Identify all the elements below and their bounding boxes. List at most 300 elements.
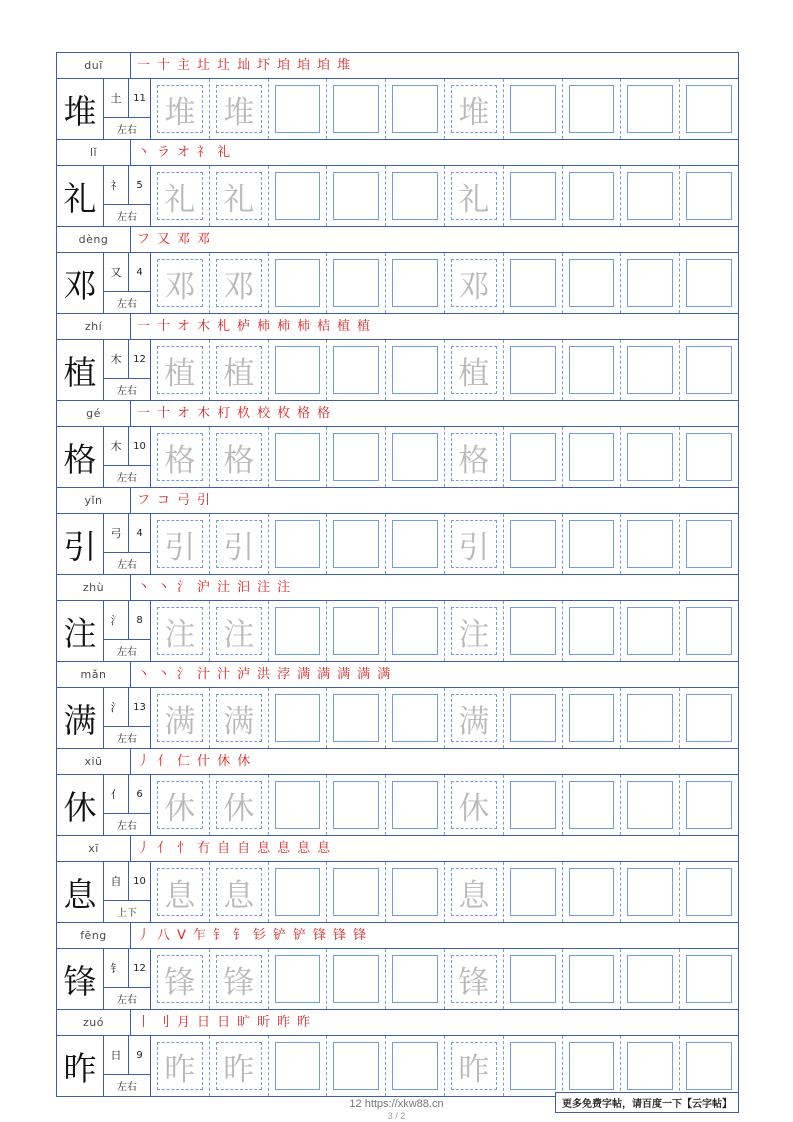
- practice-box[interactable]: [386, 166, 445, 226]
- practice-box[interactable]: [210, 862, 269, 922]
- practice-box[interactable]: [269, 862, 328, 922]
- writing-line: [57, 949, 738, 1009]
- pinyin-label: gé: [57, 401, 131, 426]
- stroke-step: オ: [177, 319, 191, 334]
- stroke-step: 汢: [217, 580, 231, 595]
- practice-box[interactable]: [445, 775, 504, 835]
- stroke-step: 又: [157, 232, 171, 247]
- ghost-character: 格: [223, 442, 255, 479]
- stroke-step: 八: [157, 928, 171, 943]
- ghost-character: 满: [164, 703, 196, 740]
- ghost-character: 息: [458, 877, 490, 914]
- practice-box[interactable]: [327, 79, 386, 139]
- practice-box[interactable]: [680, 1036, 738, 1096]
- pinyin-label: zhí: [57, 314, 131, 339]
- practice-box[interactable]: [563, 253, 622, 313]
- practice-box[interactable]: [386, 949, 445, 1009]
- practice-box[interactable]: [445, 862, 504, 922]
- character-info: [104, 949, 151, 1009]
- pinyin-label: xiū: [57, 749, 131, 774]
- practice-box[interactable]: [504, 166, 563, 226]
- stroke-order-strip: [57, 836, 738, 862]
- radical-label: 木: [104, 340, 129, 378]
- ghost-character: 植: [164, 355, 196, 392]
- stroke-step: 铲: [293, 928, 307, 943]
- radical-label: 土: [104, 79, 129, 117]
- stroke-step: 自: [217, 841, 231, 856]
- stroke-step: 汁: [217, 667, 231, 682]
- practice-box[interactable]: [269, 427, 328, 487]
- stroke-step: ᐯ: [177, 928, 186, 943]
- stroke-step: 柿: [257, 319, 271, 334]
- ghost-character: 格: [458, 442, 490, 479]
- stroke-step: 礻: [197, 145, 211, 160]
- stroke-step: 锋: [353, 928, 367, 943]
- stroke-step: オ: [177, 145, 191, 160]
- practice-box[interactable]: [327, 775, 386, 835]
- practice-box[interactable]: [386, 253, 445, 313]
- stroke-count-label: 10: [133, 440, 146, 452]
- practice-row: [57, 1010, 738, 1096]
- practice-box[interactable]: [151, 340, 210, 400]
- practice-box[interactable]: [621, 862, 680, 922]
- stroke-step: 桔: [317, 319, 331, 334]
- practice-box[interactable]: [151, 79, 210, 139]
- ghost-character: 锋: [223, 964, 255, 1001]
- practice-box[interactable]: [210, 253, 269, 313]
- practice-box[interactable]: [269, 949, 328, 1009]
- stroke-step: 亻: [157, 841, 171, 856]
- stroke-step: 垍: [297, 58, 311, 73]
- stroke-step: 铲: [273, 928, 287, 943]
- practice-box[interactable]: [151, 601, 210, 661]
- practice-box[interactable]: [210, 427, 269, 487]
- practice-box[interactable]: [269, 340, 328, 400]
- practice-box[interactable]: [445, 427, 504, 487]
- practice-box[interactable]: [445, 340, 504, 400]
- stroke-order-strip: [57, 140, 738, 166]
- character-info-top: [104, 514, 150, 553]
- ghost-character: 昨: [164, 1051, 196, 1088]
- stroke-step: 丶: [157, 667, 171, 682]
- practice-box[interactable]: [504, 79, 563, 139]
- stroke-step: 邓: [177, 232, 191, 247]
- stroke-step: 满: [297, 667, 311, 682]
- stroke-step: 朾: [217, 406, 231, 421]
- ghost-character: 堆: [458, 94, 490, 131]
- stroke-step: 弓: [177, 493, 191, 508]
- stroke-sequence: [131, 575, 738, 600]
- practice-box[interactable]: [210, 949, 269, 1009]
- practice-row: [57, 140, 738, 227]
- ghost-character: 植: [458, 355, 490, 392]
- character-info: [104, 601, 151, 661]
- stroke-step: 日: [217, 1015, 231, 1030]
- practice-box[interactable]: [210, 688, 269, 748]
- practice-box[interactable]: [269, 166, 328, 226]
- practice-box[interactable]: [563, 79, 622, 139]
- practice-box[interactable]: [269, 775, 328, 835]
- writing-line: [57, 427, 738, 487]
- practice-row: [57, 314, 738, 401]
- stroke-step: 十: [157, 58, 171, 73]
- practice-box[interactable]: [210, 514, 269, 574]
- practice-box[interactable]: [386, 427, 445, 487]
- practice-box[interactable]: [680, 688, 738, 748]
- writing-line: [57, 340, 738, 400]
- stroke-step: 丿: [137, 841, 151, 856]
- practice-box[interactable]: [210, 340, 269, 400]
- practice-grid: [151, 1036, 738, 1096]
- practice-box[interactable]: [504, 427, 563, 487]
- structure-label: 左右: [117, 1082, 137, 1093]
- ghost-character: 堆: [164, 94, 196, 131]
- ghost-character: 昨: [223, 1051, 255, 1088]
- stroke-count-label: 12: [133, 962, 146, 974]
- pinyin-label: zhù: [57, 575, 131, 600]
- character-info-top: [104, 166, 150, 205]
- practice-box[interactable]: [445, 253, 504, 313]
- practice-box[interactable]: [680, 253, 738, 313]
- model-character: 昨: [57, 1036, 104, 1096]
- practice-box[interactable]: [210, 79, 269, 139]
- practice-box[interactable]: [151, 427, 210, 487]
- stroke-step: 自: [237, 841, 251, 856]
- practice-box[interactable]: [445, 166, 504, 226]
- practice-box[interactable]: [563, 166, 622, 226]
- practice-box[interactable]: [504, 514, 563, 574]
- practice-box[interactable]: [327, 340, 386, 400]
- practice-box[interactable]: [210, 601, 269, 661]
- practice-box[interactable]: [386, 514, 445, 574]
- practice-box[interactable]: [327, 601, 386, 661]
- practice-grid: [151, 601, 738, 661]
- practice-box[interactable]: [621, 949, 680, 1009]
- practice-box[interactable]: [327, 427, 386, 487]
- radical-label: 又: [104, 253, 129, 291]
- practice-box[interactable]: [445, 1036, 504, 1096]
- stroke-step: 丨: [137, 1015, 151, 1030]
- practice-box[interactable]: [269, 601, 328, 661]
- model-character: 礼: [57, 166, 104, 226]
- practice-box[interactable]: [680, 340, 738, 400]
- practice-box[interactable]: [563, 949, 622, 1009]
- practice-box[interactable]: [151, 775, 210, 835]
- practice-row: [57, 227, 738, 314]
- practice-grid: [151, 688, 738, 748]
- practice-box[interactable]: [210, 1036, 269, 1096]
- character-info-top: [104, 949, 150, 988]
- structure-label: 左右: [117, 125, 137, 136]
- stroke-step: 丿: [137, 928, 151, 943]
- character-info-top: [104, 427, 150, 466]
- stroke-step: 什: [197, 754, 211, 769]
- ghost-character: 休: [164, 790, 196, 827]
- practice-box[interactable]: [680, 862, 738, 922]
- practice-box[interactable]: [504, 688, 563, 748]
- character-practice-sheet: [56, 52, 739, 1097]
- practice-box[interactable]: [151, 949, 210, 1009]
- practice-box[interactable]: [386, 79, 445, 139]
- stroke-step: 昨: [297, 1015, 311, 1030]
- practice-grid: [151, 79, 738, 139]
- ghost-character: 满: [458, 703, 490, 740]
- stroke-step: 圵: [217, 58, 231, 73]
- practice-box[interactable]: [269, 514, 328, 574]
- stroke-step: 钅: [212, 928, 226, 943]
- stroke-step: 休: [217, 754, 231, 769]
- stroke-step: 一: [137, 58, 151, 73]
- pinyin-label: duī: [57, 53, 131, 78]
- stroke-step: 圸: [237, 58, 251, 73]
- practice-box[interactable]: [563, 1036, 622, 1096]
- stroke-step: 邓: [197, 232, 211, 247]
- stroke-step: 礼: [217, 145, 231, 160]
- stroke-step: 注: [277, 580, 291, 595]
- stroke-step: 忄: [177, 841, 191, 856]
- practice-box[interactable]: [445, 514, 504, 574]
- stroke-step: 满: [357, 667, 371, 682]
- character-info-top: [104, 340, 150, 379]
- structure-label: 左右: [117, 386, 137, 397]
- stroke-step: 休: [237, 754, 251, 769]
- stroke-sequence: [131, 1010, 738, 1035]
- stroke-count-label: 12: [133, 353, 146, 365]
- practice-box[interactable]: [621, 166, 680, 226]
- stroke-step: 乍: [192, 928, 206, 943]
- practice-box[interactable]: [327, 862, 386, 922]
- practice-box[interactable]: [504, 775, 563, 835]
- practice-box[interactable]: [680, 775, 738, 835]
- stroke-step: 亻: [157, 754, 171, 769]
- radical-label: 弓: [104, 514, 129, 552]
- stroke-step: オ: [177, 406, 191, 421]
- practice-box[interactable]: [151, 1036, 210, 1096]
- ghost-character: 邓: [223, 268, 255, 305]
- practice-box[interactable]: [563, 340, 622, 400]
- practice-box[interactable]: [563, 427, 622, 487]
- stroke-count-label: 8: [136, 614, 143, 626]
- practice-box[interactable]: [680, 601, 738, 661]
- practice-box[interactable]: [504, 1036, 563, 1096]
- practice-box[interactable]: [504, 949, 563, 1009]
- practice-box[interactable]: [621, 688, 680, 748]
- practice-box[interactable]: [680, 79, 738, 139]
- practice-row: [57, 923, 738, 1010]
- writing-line: [57, 514, 738, 574]
- stroke-step: 锋: [313, 928, 327, 943]
- practice-box[interactable]: [386, 1036, 445, 1096]
- ghost-character: 注: [458, 616, 490, 653]
- practice-box[interactable]: [327, 688, 386, 748]
- practice-box[interactable]: [386, 862, 445, 922]
- practice-box[interactable]: [269, 1036, 328, 1096]
- practice-box[interactable]: [445, 688, 504, 748]
- practice-box[interactable]: [327, 949, 386, 1009]
- practice-box[interactable]: [151, 253, 210, 313]
- stroke-step: 泸: [237, 667, 251, 682]
- practice-box[interactable]: [151, 166, 210, 226]
- character-info-top: [104, 862, 150, 901]
- model-character: 堆: [57, 79, 104, 139]
- stroke-step: 氵: [177, 667, 191, 682]
- practice-box[interactable]: [210, 775, 269, 835]
- practice-box[interactable]: [563, 688, 622, 748]
- stroke-count-label: 4: [136, 266, 143, 278]
- practice-box[interactable]: [680, 949, 738, 1009]
- stroke-order-strip: [57, 401, 738, 427]
- practice-box[interactable]: [269, 79, 328, 139]
- practice-box[interactable]: [621, 427, 680, 487]
- stroke-step: 昨: [277, 1015, 291, 1030]
- stroke-step: 木: [197, 319, 211, 334]
- stroke-step: 汩: [237, 580, 251, 595]
- ghost-character: 息: [223, 877, 255, 914]
- writing-line: [57, 688, 738, 748]
- character-info: [104, 340, 151, 400]
- structure-label: 左右: [117, 821, 137, 832]
- practice-box[interactable]: [563, 862, 622, 922]
- practice-box[interactable]: [386, 688, 445, 748]
- stroke-step: 刂: [157, 1015, 171, 1030]
- character-info-top: [104, 253, 150, 292]
- writing-line: [57, 1036, 738, 1096]
- stroke-step: フ: [137, 493, 151, 508]
- stroke-step: 丶: [137, 667, 151, 682]
- character-info-top: [104, 1036, 150, 1075]
- practice-box[interactable]: [680, 514, 738, 574]
- pinyin-label: dèng: [57, 227, 131, 252]
- practice-box[interactable]: [621, 79, 680, 139]
- stroke-step: 垍: [277, 58, 291, 73]
- radical-label: 氵: [104, 601, 129, 639]
- practice-box[interactable]: [269, 688, 328, 748]
- character-info-top: [104, 601, 150, 640]
- stroke-count-label: 11: [133, 92, 146, 104]
- ghost-character: 堆: [223, 94, 255, 131]
- stroke-sequence: [131, 314, 738, 339]
- practice-box[interactable]: [680, 166, 738, 226]
- pinyin-label: yǐn: [57, 488, 131, 513]
- practice-row: [57, 662, 738, 749]
- character-info: [104, 79, 151, 139]
- stroke-step: 息: [257, 841, 271, 856]
- practice-box[interactable]: [621, 514, 680, 574]
- practice-grid: [151, 949, 738, 1009]
- practice-box[interactable]: [621, 775, 680, 835]
- practice-box[interactable]: [621, 340, 680, 400]
- practice-row: [57, 401, 738, 488]
- model-character: 满: [57, 688, 104, 748]
- practice-box[interactable]: [445, 79, 504, 139]
- stroke-step: 柿: [277, 319, 291, 334]
- stroke-step: 浡: [277, 667, 291, 682]
- practice-box[interactable]: [621, 253, 680, 313]
- ghost-character: 锋: [164, 964, 196, 1001]
- ghost-character: 礼: [458, 181, 490, 218]
- stroke-sequence: [131, 923, 738, 948]
- radical-label: 氵: [104, 688, 129, 726]
- writing-line: [57, 862, 738, 922]
- stroke-order-strip: [57, 923, 738, 949]
- practice-box[interactable]: [386, 775, 445, 835]
- stroke-order-strip: [57, 575, 738, 601]
- ghost-character: 息: [164, 877, 196, 914]
- stroke-sequence: [131, 662, 738, 687]
- stroke-step: 息: [317, 841, 331, 856]
- practice-box[interactable]: [563, 514, 622, 574]
- practice-box[interactable]: [445, 949, 504, 1009]
- practice-box[interactable]: [386, 340, 445, 400]
- radical-label: 木: [104, 427, 129, 465]
- ghost-character: 注: [223, 616, 255, 653]
- practice-box[interactable]: [504, 253, 563, 313]
- practice-box[interactable]: [680, 427, 738, 487]
- ghost-character: 邓: [164, 268, 196, 305]
- radical-label: 礻: [104, 166, 129, 204]
- model-character: 邓: [57, 253, 104, 313]
- practice-box[interactable]: [504, 601, 563, 661]
- stroke-step: 札: [217, 319, 231, 334]
- stroke-order-strip: [57, 53, 738, 79]
- practice-box[interactable]: [327, 1036, 386, 1096]
- stroke-step: 昕: [257, 1015, 271, 1030]
- model-character: 格: [57, 427, 104, 487]
- model-character: 休: [57, 775, 104, 835]
- stroke-step: 柿: [297, 319, 311, 334]
- character-info: [104, 775, 151, 835]
- stroke-order-strip: [57, 314, 738, 340]
- stroke-step: 杦: [237, 406, 251, 421]
- practice-box[interactable]: [445, 601, 504, 661]
- stroke-step: 钅: [232, 928, 246, 943]
- practice-box[interactable]: [151, 688, 210, 748]
- character-info: [104, 688, 151, 748]
- stroke-step: コ: [157, 493, 171, 508]
- stroke-step: 丶: [137, 145, 151, 160]
- practice-box[interactable]: [327, 166, 386, 226]
- practice-row: [57, 488, 738, 575]
- practice-box[interactable]: [210, 166, 269, 226]
- practice-grid: [151, 514, 738, 574]
- ghost-character: 植: [223, 355, 255, 392]
- practice-box[interactable]: [151, 862, 210, 922]
- practice-box[interactable]: [621, 601, 680, 661]
- practice-box[interactable]: [269, 253, 328, 313]
- practice-grid: [151, 166, 738, 226]
- model-character: 息: [57, 862, 104, 922]
- stroke-sequence: [131, 401, 738, 426]
- stroke-step: 校: [257, 406, 271, 421]
- ghost-character: 礼: [223, 181, 255, 218]
- model-character: 锋: [57, 949, 104, 1009]
- stroke-step: 一: [137, 319, 151, 334]
- practice-box[interactable]: [151, 514, 210, 574]
- stroke-step: 日: [197, 1015, 211, 1030]
- practice-box[interactable]: [504, 862, 563, 922]
- practice-grid: [151, 253, 738, 313]
- stroke-step: 一: [137, 406, 151, 421]
- practice-box[interactable]: [504, 340, 563, 400]
- stroke-step: 冇: [197, 841, 211, 856]
- practice-box[interactable]: [327, 253, 386, 313]
- practice-box[interactable]: [563, 601, 622, 661]
- practice-box[interactable]: [327, 514, 386, 574]
- footer-promo-badge: 更多免费字帖，请百度一下【云字帖】: [555, 1092, 739, 1113]
- practice-box[interactable]: [386, 601, 445, 661]
- practice-box[interactable]: [621, 1036, 680, 1096]
- practice-box[interactable]: [563, 775, 622, 835]
